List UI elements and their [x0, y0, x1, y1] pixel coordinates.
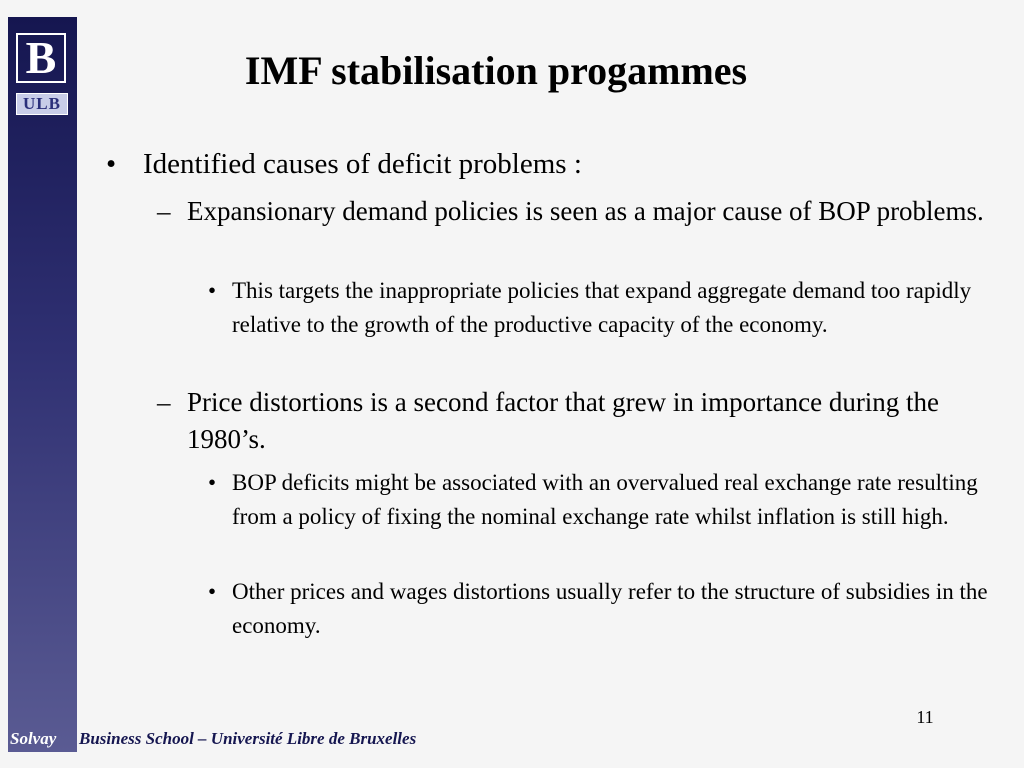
bullet-marker: • — [208, 470, 217, 495]
bullet-text: Expansionary demand policies is seen as a major cause of BOP problems. — [187, 196, 984, 226]
school-logo: B — [16, 33, 66, 83]
bullet-text: Identified causes of deficit problems : — [143, 148, 582, 180]
bullet-text: Price distortions is a second factor that grew in importance during the 1980’s. — [187, 387, 940, 454]
bullet-marker: • — [208, 278, 217, 303]
footer-text: Business School – Université Libre de Bruxelles — [79, 729, 417, 748]
bullet-text: Other prices and wages distortions usually refer to the structure of subsidies in the economy. — [232, 579, 988, 638]
footer-brand: Solvay — [10, 729, 57, 748]
bullet-text: This targets the inappropriate policies that expand aggregate demand too rapidly relative to the growth of the productive capacity of the economy. — [232, 278, 972, 337]
slide-title: IMF stabilisation progammes — [244, 48, 748, 93]
bullet-text: BOP deficits might be associated with an overvalued real exchange rate resulting from a policy of fixing the nominal exchange rate whilst inflation is still high. — [232, 470, 978, 529]
page-number: 11 — [916, 707, 934, 727]
dash-marker: – — [157, 196, 171, 226]
bullet-marker: • — [208, 579, 217, 604]
bullet-marker: • — [106, 148, 117, 180]
ulb-logo-badge: ULB — [16, 93, 68, 115]
dash-marker: – — [157, 387, 171, 417]
